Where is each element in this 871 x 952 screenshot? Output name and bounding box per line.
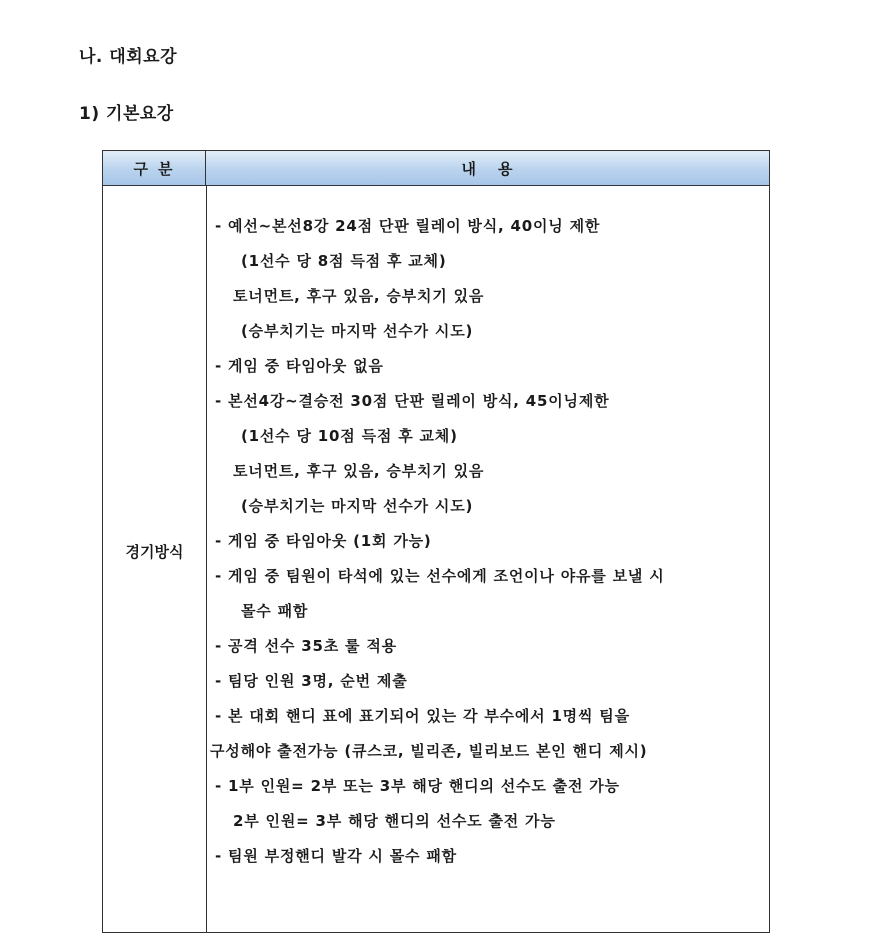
rules-table <box>102 150 770 933</box>
rules-content <box>210 216 761 881</box>
rule-line: - 게임 중 팀원이 타석에 있는 선수에게 조언이나 야유를 보낼 시 <box>215 567 665 585</box>
header-category: 구분 <box>103 151 206 185</box>
rule-line: (승부치기는 마지막 선수가 시도) <box>241 497 474 515</box>
rule-line: (승부치기는 마지막 선수가 시도) <box>241 322 474 340</box>
rule-line: 구성해야 출전가능 (큐스코, 빌리존, 빌리보드 본인 핸디 제시) <box>210 742 648 760</box>
rule-line: - 팀당 인원 3명, 순번 제출 <box>215 672 408 690</box>
subsection-heading: 1) 기본요강 <box>79 104 174 124</box>
rule-line: (1선수 당 8점 득점 후 교체) <box>241 252 447 270</box>
rule-line: - 본 대회 핸디 표에 표기되어 있는 각 부수에서 1명씩 팀을 <box>215 707 630 725</box>
rule-line: 토너먼트, 후구 있음, 승부치기 있음 <box>233 287 485 305</box>
rule-line: - 게임 중 타임아웃 (1회 가능) <box>215 532 432 550</box>
rule-line: 몰수 패함 <box>241 602 309 620</box>
header-content: 내용 <box>461 159 535 178</box>
rule-line: - 팀원 부정핸디 발각 시 몰수 패함 <box>215 847 457 865</box>
rule-line: 토너먼트, 후구 있음, 승부치기 있음 <box>233 462 485 480</box>
column-divider <box>206 185 207 932</box>
table-header <box>103 151 769 186</box>
rule-line: - 1부 인원= 2부 또는 3부 해당 핸디의 선수도 출전 가능 <box>215 777 620 795</box>
rule-line: - 게임 중 타임아웃 없음 <box>215 357 384 375</box>
section-heading: 나. 대회요강 <box>79 47 177 67</box>
rule-line: - 공격 선수 35초 룰 적용 <box>215 637 397 655</box>
rule-line: (1선수 당 10점 득점 후 교체) <box>241 427 458 445</box>
rule-line: 2부 인원= 3부 해당 핸디의 선수도 출전 가능 <box>233 812 556 830</box>
row-label-game-format: 경기방식 <box>125 543 184 561</box>
rule-line: - 예선~본선8강 24점 단판 릴레이 방식, 40이닝 제한 <box>215 217 601 235</box>
rule-line: - 본선4강~결승전 30점 단판 릴레이 방식, 45이닝제한 <box>215 392 610 410</box>
